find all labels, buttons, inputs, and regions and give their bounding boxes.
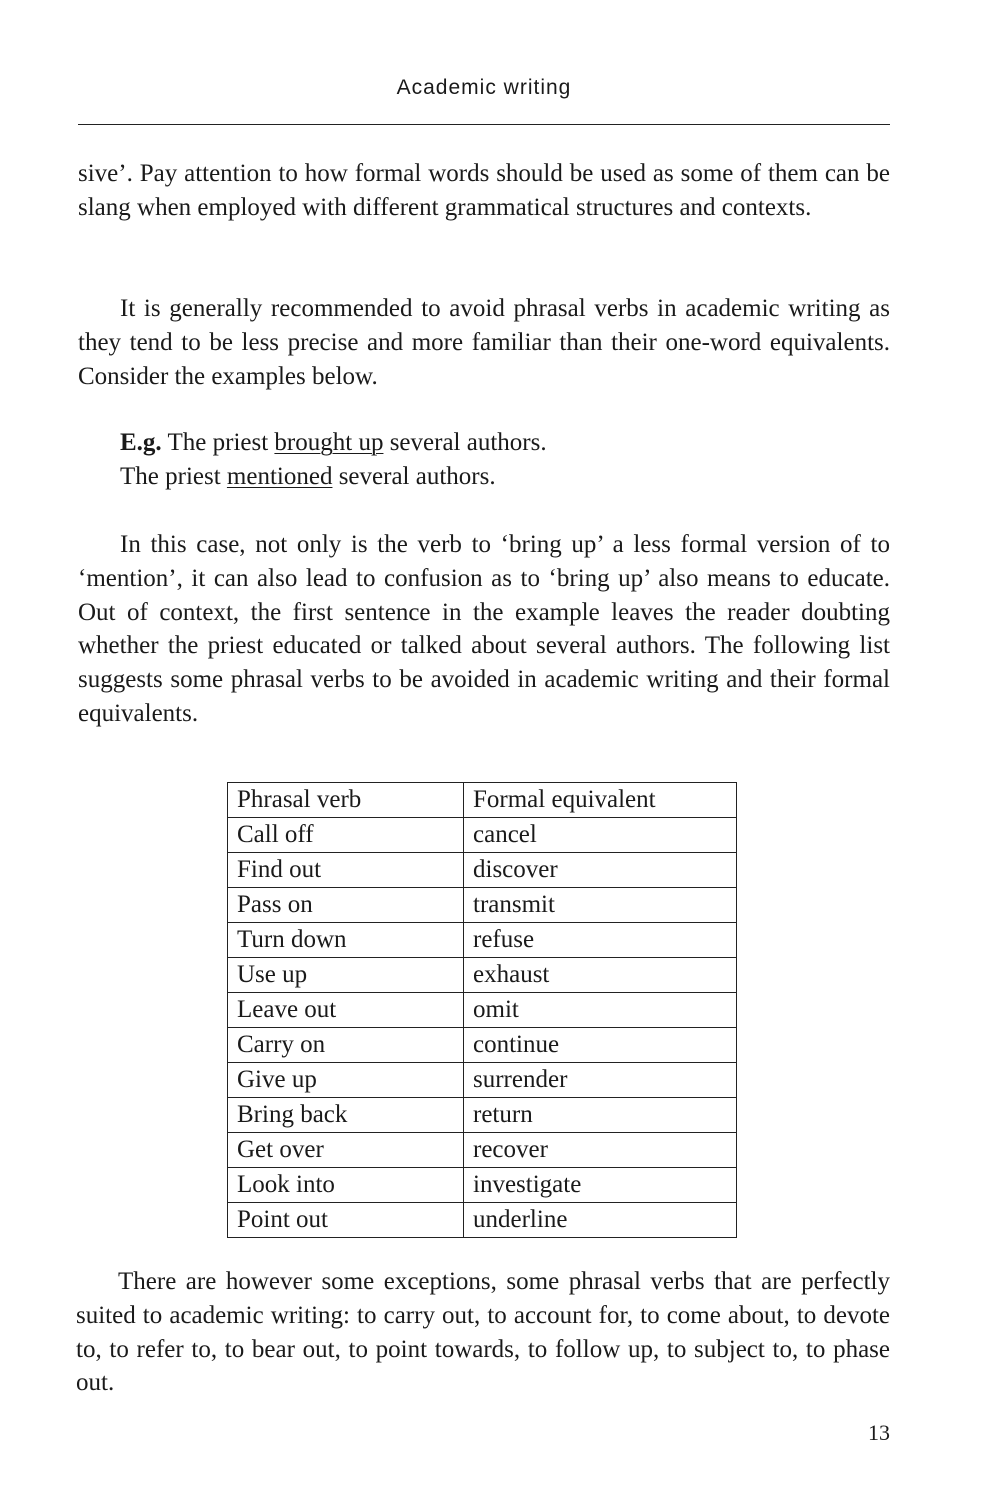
table-cell-phrasal-verb: Pass on [228, 888, 464, 923]
table-row [228, 923, 737, 958]
table-cell-phrasal-verb: Leave out [228, 993, 464, 1028]
example-line-1-end: several authors. [389, 429, 547, 456]
table-cell-formal-equivalent: continue [464, 1028, 737, 1063]
example-line-1 [120, 426, 547, 460]
table-cell-formal-equivalent: discover [464, 853, 737, 888]
example-block [120, 426, 547, 494]
table-cell-phrasal-verb: Use up [228, 958, 464, 993]
table-row [228, 993, 737, 1028]
running-head: Academic writing [396, 76, 572, 99]
table-cell-formal-equivalent: cancel [464, 818, 737, 853]
table-cell-formal-equivalent: surrender [464, 1063, 737, 1098]
table-header-cell: Phrasal verb [228, 783, 464, 818]
phrasal-verbs-table [227, 782, 737, 1238]
table-row [228, 958, 737, 993]
table-cell-phrasal-verb: Carry on [228, 1028, 464, 1063]
example-line-2 [120, 460, 547, 494]
table-cell-formal-equivalent: refuse [464, 923, 737, 958]
table-cell-phrasal-verb: Find out [228, 853, 464, 888]
table-cell-formal-equivalent: exhaust [464, 958, 737, 993]
table-cell-phrasal-verb: Bring back [228, 1098, 464, 1133]
example-label: E.g. [120, 429, 162, 456]
table-cell-formal-equivalent: recover [464, 1133, 737, 1168]
table-header-cell: Formal equivalent [464, 783, 737, 818]
table-cell-phrasal-verb: Look into [228, 1168, 464, 1203]
page-number: 13 [868, 1420, 890, 1445]
paragraph-3: In this case, not only is the verb to ‘bring up’ a less formal version of to ‘mention’, it can also lead to confusion as to ‘bring up’ also means to educate. Out of context, the first sentence in the example leaves the reader doubting whether the priest educated or talked about several authors. The following list suggests some phrasal verbs to be avoided in academic writing and their formal equivalents. [78, 531, 890, 727]
table-cell-formal-equivalent: underline [464, 1203, 737, 1238]
example-line-2-start: The priest [120, 462, 221, 490]
table-cell-formal-equivalent: omit [464, 993, 737, 1028]
example-underlined-phrase-2: mentioned [226, 462, 333, 490]
paragraph-1: sive’. Pay attention to how formal words should be used as some of them can be slang when employed with different grammatical structures and contexts. [78, 160, 890, 221]
table-cell-formal-equivalent: investigate [464, 1168, 737, 1203]
paragraph-2: It is generally recommended to avoid phrasal verbs in academic writing as they tend to be less precise and more familiar than their one-word equivalents. Consider the examples below. [78, 295, 890, 390]
table-row [228, 1028, 737, 1063]
table-row [228, 1168, 737, 1203]
table-row [228, 1063, 737, 1098]
example-line-1-start: The priest [167, 429, 269, 456]
table-row [228, 853, 737, 888]
example-line-2-end: several authors. [338, 462, 496, 490]
example-underlined-phrase-1: brought up [274, 429, 384, 456]
table-row [228, 818, 737, 853]
table-row [228, 1203, 737, 1238]
table-row [228, 1133, 737, 1168]
paragraph-4: There are however some exceptions, some phrasal verbs that are perfectly suited to academic writing: to carry out, to account for, to come about, to devote to, to refer to, to bear out, to point towards, to follow up, to subject to, to phase out. [76, 1268, 890, 1397]
table-cell-phrasal-verb: Give up [228, 1063, 464, 1098]
table-cell-phrasal-verb: Get over [228, 1133, 464, 1168]
table-cell-phrasal-verb: Call off [228, 818, 464, 853]
header-rule [78, 124, 890, 125]
table-row [228, 888, 737, 923]
table-cell-formal-equivalent: return [464, 1098, 737, 1133]
table-row [228, 1098, 737, 1133]
table-header-row [228, 783, 737, 818]
table-cell-phrasal-verb: Point out [228, 1203, 464, 1238]
table-cell-phrasal-verb: Turn down [228, 923, 464, 958]
table-cell-formal-equivalent: transmit [464, 888, 737, 923]
